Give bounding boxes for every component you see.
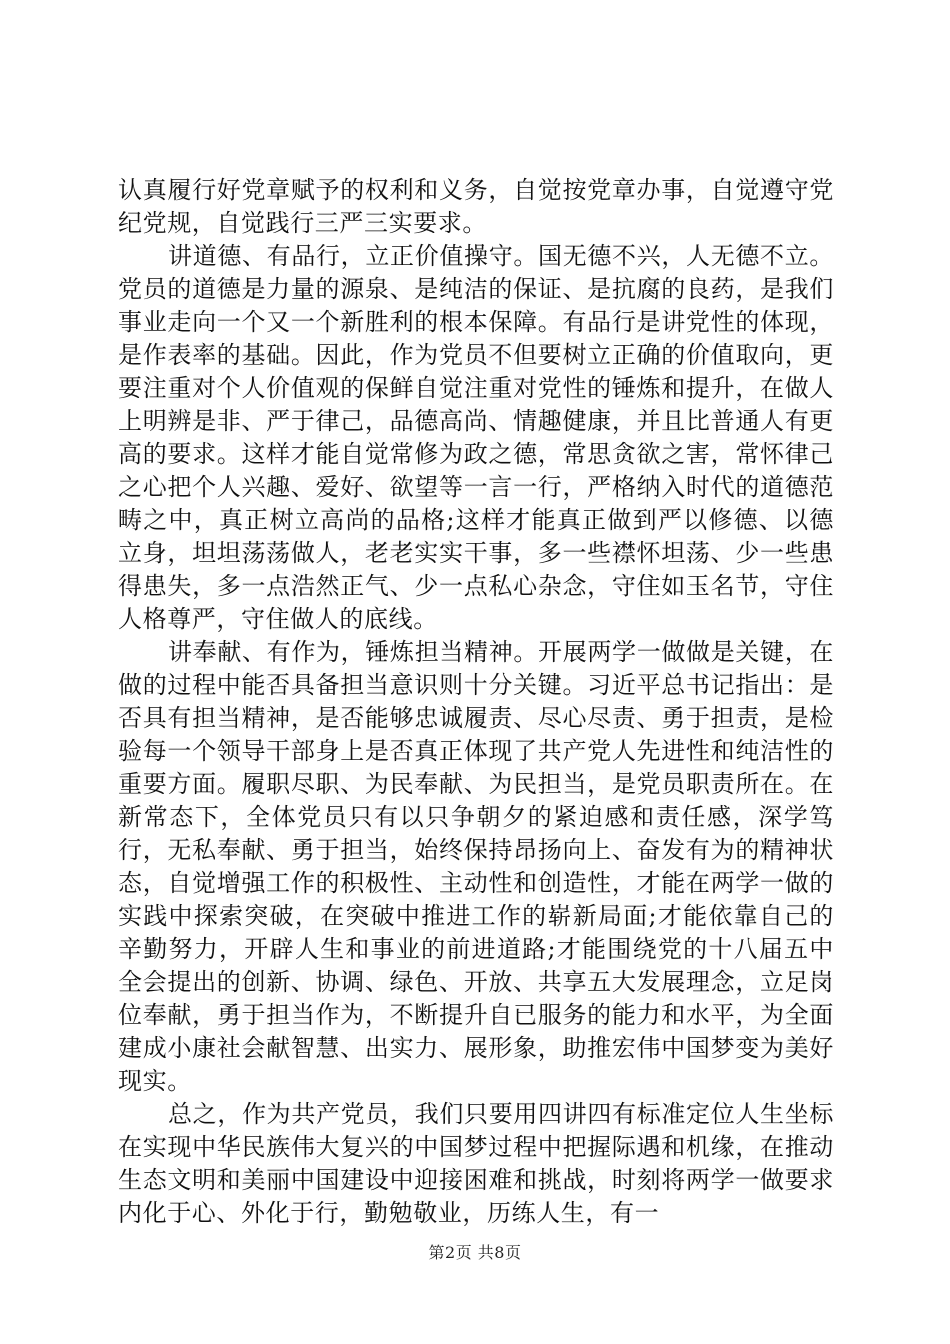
document-body <box>118 174 834 1230</box>
paragraph-1: 认真履行好党章赋予的权利和义务，自觉按党章办事，自觉遵守党纪党规，自觉践行三严三实要求。 <box>118 176 834 237</box>
paragraph-3: 讲奉献、有作为，锤炼担当精神。开展两学一做做是关键，在做的过程中能否具备担当意识则十分关键。习近平总书记指出：是否具有担当精神，是否能够忠诚履责、尽心尽责、勇于担责，是检验每一个领导干部身上是否真正体现了共产党人先进性和纯洁性的重要方面。履职尽职、为民奉献、为民担当，是党员职责所在。在新常态下，全体党员只有以只争朝夕的紧迫感和责任感，深学笃行，无私奉献、勇于担当，始终保持昂扬向上、奋发有为的精神状态，自觉增强工作的积极性、主动性和创造性，才能在两学一做的实践中探索突破，在突破中推进工作的崭新局面;才能依靠自己的辛勤努力，开辟人生和事业的前进道路;才能围绕党的十八届五中全会提出的创新、协调、绿色、开放、共享五大发展理念，立足岗位奉献，勇于担当作为，不断提升自已服务的能力和水平，为全面建成小康社会献智慧、出实力、展形象，助推宏伟中国梦变为美好现实。 <box>118 638 834 1095</box>
paragraph-2: 讲道德、有品行，立正价值操守。国无德不兴，人无德不立。党员的道德是力量的源泉、是纯洁的保证、是抗腐的良药，是我们事业走向一个又一个新胜利的根本保障。有品行是讲党性的体现，是作表率的基础。因此，作为党员不但要树立正确的价值取向，更要注重对个人价值观的保鲜自觉注重对党性的锤炼和提升，在做人上明辨是非、严于律己，品德高尚、情趣健康，并且比普通人有更高的要求。这样才能自觉常修为政之德，常思贪欲之害，常怀律己之心把个人兴趣、爱好、欲望等一言一行，严格纳入时代的道德范畴之中，真正树立高尚的品格;这样才能真正做到严以修德、以德立身，坦坦荡荡做人，老老实实干事，多一些襟怀坦荡、少一些患得患失，多一点浩然正气、少一点私心杂念，守住如玉名节，守住人格尊严，守住做人的底线。 <box>118 242 834 633</box>
page-footer: 第2页 共8页 <box>428 1243 522 1262</box>
paragraph-4: 总之，作为共产党员，我们只要用四讲四有标准定位人生坐标在实现中华民族伟大复兴的中国梦过程中把握际遇和机缘，在推动生态文明和美丽中国建设中迎接困难和挑战，时刻将两学一做要求内化于心、外化于行，勤勉敬业，历练人生，有一 <box>118 1100 834 1227</box>
